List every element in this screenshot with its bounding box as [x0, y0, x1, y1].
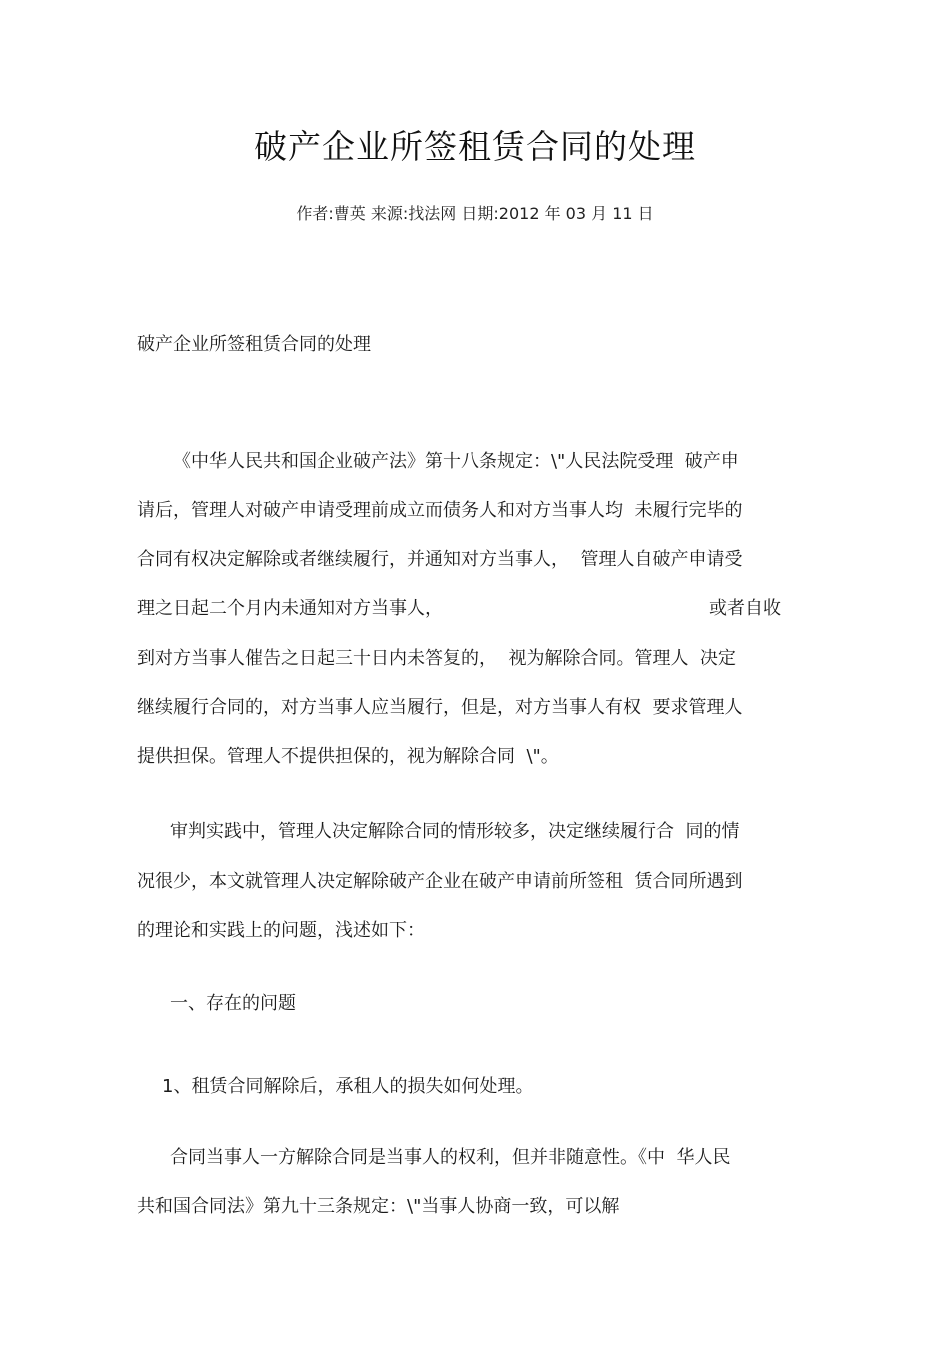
para1-line-7: 提供担保。管理人不提供担保的，视为解除合同 \"。: [137, 746, 559, 767]
document-meta: [0, 202, 950, 226]
para1-line-1: 《中华人民共和国企业破产法》第十八条规定：\"人民法院受理 破产申: [173, 451, 739, 472]
para1-line-6: 继续履行合同的，对方当事人应当履行，但是，对方当事人有权 要求管理人: [137, 697, 743, 718]
source-label: 来源:: [370, 204, 409, 223]
para2-line-1: 审判实践中，管理人决定解除合同的情形较多，决定继续履行合 同的情: [170, 821, 740, 842]
para1-line-5: 到对方当事人催告之日起三十日内未答复的， 视为解除合同。管理人 决定: [137, 648, 736, 669]
para3-line-1: 合同当事人一方解除合同是当事人的权利，但并非随意性。《中 华人民: [170, 1147, 731, 1168]
para1-line-4-tail: 或者自收: [709, 598, 781, 619]
section-heading-1: 一、存在的问题: [170, 993, 296, 1014]
para1-line-2: 请后，管理人对破产申请受理前成立而债务人和对方当事人均 未履行完毕的: [137, 500, 743, 521]
publish-date: 2012 年 03 月 11 日: [498, 204, 654, 223]
para1-line-4: 理之日起二个月内未通知对方当事人，: [137, 598, 443, 619]
para1-line-3: 合同有权决定解除或者继续履行，并通知对方当事人， 管理人自破产申请受: [137, 549, 743, 570]
para2-line-3: 的理论和实践上的问题，浅述如下：: [137, 920, 425, 941]
para3-line-2: 共和国合同法》第九十三条规定：\"当事人协商一致，可以解: [137, 1196, 620, 1217]
source-name: 找法网: [408, 204, 457, 223]
author-label: 作者:: [296, 204, 334, 223]
author-name: 曹英: [333, 204, 366, 223]
body-heading: 破产企业所签租赁合同的处理: [137, 334, 371, 355]
para2-line-2: 况很少，本文就管理人决定解除破产企业在破产申请前所签租 赁合同所遇到: [137, 871, 743, 892]
document-title: 破产企业所签租赁合同的处理: [254, 127, 696, 166]
date-label: 日期:: [461, 204, 499, 223]
subsection-heading-1: 1、租赁合同解除后，承租人的损失如何处理。: [162, 1076, 534, 1097]
